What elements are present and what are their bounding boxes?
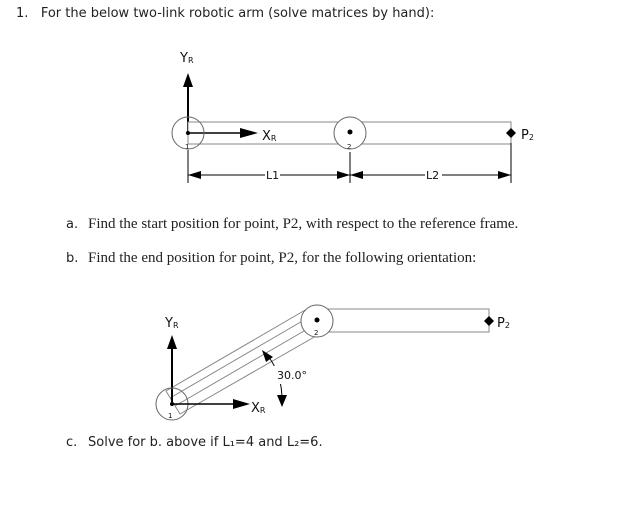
- figure-rotated-arm-svg: [0, 290, 625, 430]
- y-axis-arrowhead: [183, 73, 193, 87]
- joint-1b-label: 1: [168, 412, 173, 420]
- part-c: [66, 434, 323, 450]
- figure-initial-arm: [0, 0, 625, 200]
- part-b-letter: b.: [66, 251, 79, 266]
- part-a-letter: a.: [66, 217, 79, 232]
- y-axis-2-arrowhead: [167, 335, 177, 349]
- part-c-letter: c.: [66, 435, 78, 450]
- point-p2b-label: P2: [497, 316, 510, 331]
- part-b-text: Find the end position for point, P2, for the following orientation:: [88, 250, 477, 266]
- part-a: [66, 216, 518, 233]
- joint-2b-dot: [315, 318, 320, 323]
- question-text: For the below two-link robotic arm (solve matrices by hand):: [40, 6, 435, 21]
- y-axis-label: YR: [180, 51, 194, 66]
- arm-link-2-bar: [317, 309, 489, 332]
- angle-label: 30.0°: [277, 369, 307, 382]
- joint-2-label: 2: [347, 143, 352, 151]
- x-axis-2-arrowhead: [233, 399, 250, 409]
- point-p2-label: P2: [521, 128, 534, 143]
- dimension-l1-label: L1: [266, 169, 280, 182]
- x-axis-label: XR: [262, 129, 277, 144]
- arm-link-1-angled: [166, 309, 323, 414]
- figure-rotated-arm: [0, 290, 625, 430]
- part-c-text: Solve for b. above if L₁=4 and L₂=6.: [88, 435, 323, 450]
- joint-1-label: 1: [185, 143, 190, 151]
- figure-initial-arm-svg: [0, 0, 625, 200]
- joint-2-dot: [348, 130, 353, 135]
- x-axis-2-label: XR: [251, 401, 266, 416]
- part-a-text: Find the start position for point, P2, with respect to the reference frame.: [88, 216, 519, 232]
- question-number: 1.: [16, 6, 29, 21]
- joint-2b-label: 2: [314, 329, 319, 337]
- y-axis-2-label: YR: [165, 316, 179, 331]
- angle-arc-arrowhead-bottom: [277, 395, 287, 407]
- dimension-l2-label: L2: [426, 169, 440, 182]
- joint-1-dot: [186, 131, 190, 135]
- part-b: [66, 250, 476, 267]
